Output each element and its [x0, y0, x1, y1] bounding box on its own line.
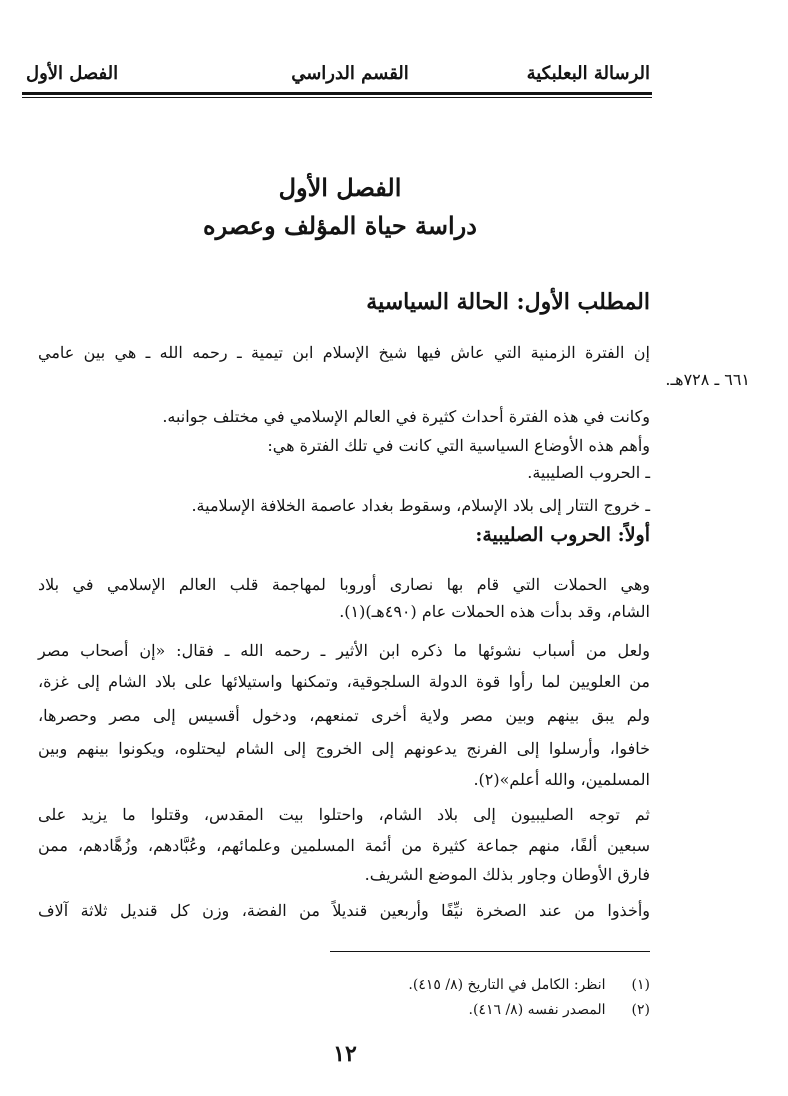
- subheading: أولاً: الحروب الصليبية:: [475, 524, 650, 546]
- footnote: [408, 975, 650, 995]
- text-line: إن الفترة الزمنية التي عاش فيها شيخ الإسلام ابن تيمية ـ رحمه الله ـ هي بين عامي: [38, 343, 650, 362]
- text-line: الشام، وقد بدأت هذه الحملات عام (٤٩٠هـ)(١).: [339, 602, 650, 621]
- footnote: [469, 1000, 650, 1020]
- footnote-number: (٢): [631, 1002, 650, 1018]
- text-line: خافوا، وأرسلوا إلى الفرنج يدعونهم إلى الخروج إلى الشام ليحتلوه، ويكونوا بينهم وبين: [38, 739, 650, 758]
- header-rule-thin: [22, 97, 652, 98]
- text-line: وهي الحملات التي قام بها نصارى أوروبا لمهاجمة قلب العالم الإسلامي في بلاد: [38, 575, 650, 594]
- list-item: ـ الحروب الصليبية.: [527, 463, 650, 482]
- header-rule-thick: [22, 92, 652, 95]
- text-line: وأهم هذه الأوضاع السياسية التي كانت في تلك الفترة هي:: [267, 436, 650, 455]
- text-line: ولم يبق بينهم وبين مصر ولاية أخرى تمنعهم، ودخول أقسيس إلى مصر وحصرها،: [38, 706, 650, 725]
- text-line: ثم توجه الصليبيون إلى بلاد الشام، واحتلوا بيت المقدس، وقتلوا ما يزيد على: [38, 805, 650, 824]
- footnote-text: انظر: الكامل في التاريخ (٨/ ٤١٥).: [408, 977, 606, 993]
- footnote-text: المصدر نفسه (٨/ ٤١٦).: [468, 1002, 606, 1018]
- page-number: ١٢: [333, 1041, 357, 1067]
- text-line: ٦٦١ ـ ٧٢٨هـ.: [665, 370, 750, 389]
- running-header-chapter: الفصل الأول: [26, 63, 119, 84]
- text-line: من العلويين لما رأوا قوة الدولة السلجوقية، وتمكنها واستيلائها على بلاد الشام إلى غزة،: [38, 672, 651, 691]
- footnote-number: (١): [631, 977, 650, 993]
- section-heading: المطلب الأول: الحالة السياسية: [366, 289, 650, 315]
- text-line: وكانت في هذه الفترة أحداث كثيرة في العالم الإسلامي في مختلف جوانبه.: [162, 407, 650, 426]
- text-line: المسلمين، والله أعلم»(٢).: [473, 770, 650, 789]
- text-line: فارق الأوطان وجاور بذلك الموضع الشريف.: [364, 865, 650, 884]
- footnote-separator: [330, 951, 650, 952]
- chapter-subtitle: دراسة حياة المؤلف وعصره: [203, 211, 477, 240]
- text-line: ولعل من أسباب نشوئها ما ذكره ابن الأثير ـ رحمه الله ـ فقال: «إن أصحاب مصر: [38, 641, 650, 660]
- running-header-part: القسم الدراسي: [291, 63, 409, 84]
- list-item: ـ خروج التتار إلى بلاد الإسلام، وسقوط بغداد عاصمة الخلافة الإسلامية.: [191, 496, 650, 515]
- text-line: وأخذوا من عند الصخرة نيِّفًا وأربعين قنديلاً من الفضة، وزن كل قنديل ثلاثة آلاف: [38, 901, 650, 920]
- chapter-title: الفصل الأول: [278, 173, 402, 202]
- text-line: سبعين ألفًا، منهم جماعة كثيرة من أئمة المسلمين وعلمائهم، وعُبَّادهم، وزُهَّادهم، ممن: [38, 836, 650, 855]
- running-header-book-title: الرسالة البعلبكية: [526, 63, 650, 84]
